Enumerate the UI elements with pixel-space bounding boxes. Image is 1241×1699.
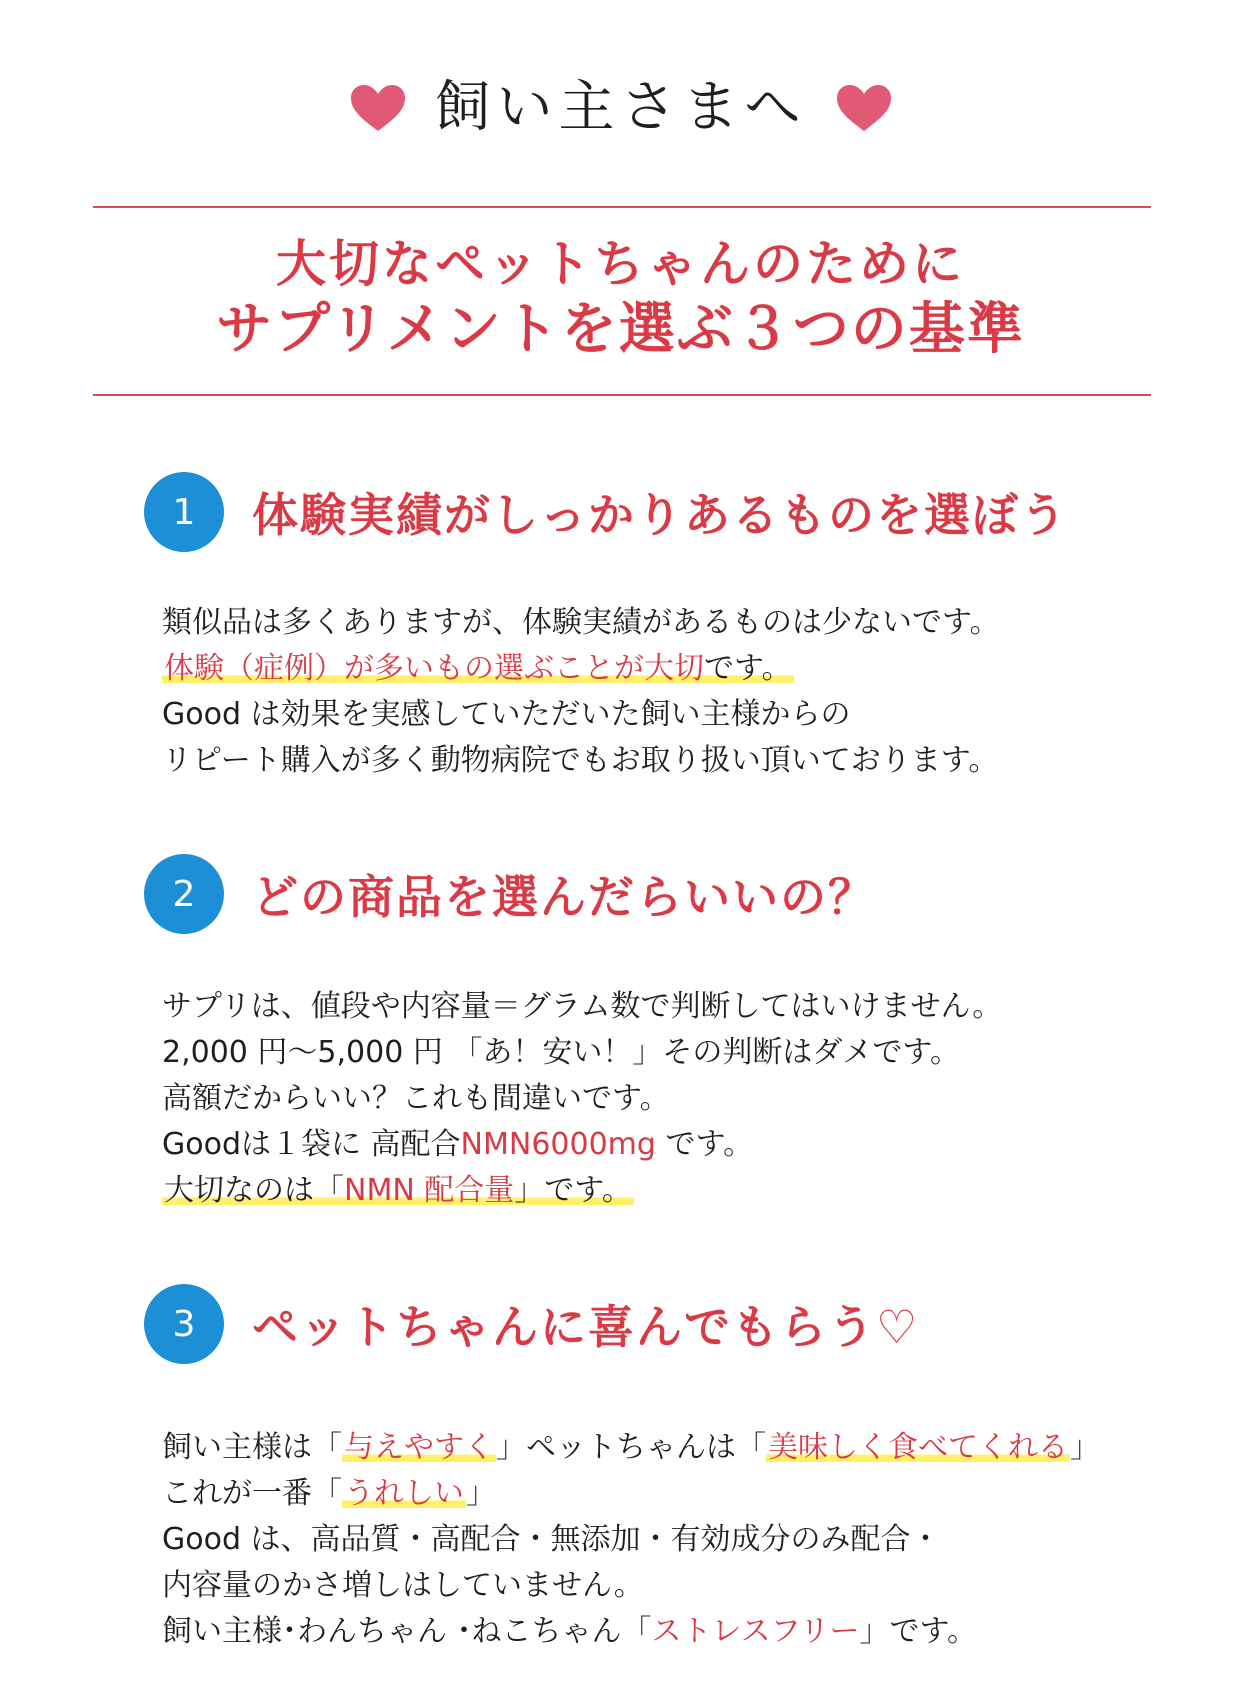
- body-text: です。: [655, 1127, 754, 1162]
- highlighted-text: 体験（症例）が多いもの選ぶことが大切: [164, 651, 704, 686]
- body-line: [162, 1425, 1100, 1471]
- number-badge-2: 2: [144, 854, 224, 934]
- headline: [0, 232, 1241, 364]
- highlighted-text: うれしい: [344, 1476, 464, 1511]
- red-text: ストレスフリー: [651, 1614, 860, 1649]
- point-3-title: ペットちゃんに喜んでもらう♡: [252, 1300, 920, 1354]
- point-1-heading: [144, 470, 1068, 554]
- point-1-title: 体験実績がしっかりあるものを選ぼう: [252, 488, 1068, 542]
- body-line: [162, 1122, 1002, 1168]
- body-text: Goodは１袋に 高配合: [162, 1127, 461, 1162]
- body-line: Good は効果を実感していただいた飼い主様からの: [162, 697, 851, 732]
- body-text: これが一番「: [162, 1476, 342, 1511]
- headline-line-1: 大切なペットちゃんのために: [276, 235, 965, 293]
- page-header: [0, 75, 1241, 140]
- number-badge-3: 3: [144, 1284, 224, 1364]
- body-line: [162, 1168, 1002, 1214]
- point-2-body: [162, 984, 1002, 1214]
- headline-line-2: サプリメントを選ぶ３つの基準: [216, 297, 1025, 362]
- heart-icon-left: [349, 83, 407, 133]
- heart-icon-right: [835, 83, 893, 133]
- body-line: 高額だからいい？これも間違いです。: [162, 1081, 670, 1116]
- body-text: 」です。: [859, 1614, 978, 1649]
- body-line: [162, 1471, 1100, 1517]
- body-text: 飼い主様は「: [162, 1430, 342, 1465]
- body-line: 類似品は多くありますが、体験実績があるものは少ないです。: [162, 605, 1000, 640]
- body-line: [162, 646, 1000, 692]
- body-line: サプリは、値段や内容量＝グラム数で判断してはいけません。: [162, 989, 1003, 1024]
- divider-top: [93, 206, 1151, 208]
- body-line: 2,000 円〜5,000 円 「あ！安い！」その判断はダメです。: [162, 1035, 960, 1070]
- point-3-body: [162, 1425, 1100, 1655]
- body-line: [162, 1609, 1100, 1655]
- point-1-body: [162, 600, 1000, 784]
- body-text: 」ペットちゃんは「: [496, 1430, 766, 1465]
- point-3-heading: [144, 1282, 919, 1366]
- body-line: 内容量のかさ増しはしていません。: [162, 1568, 644, 1603]
- body-line: リピート購入が多く動物病院でもお取り扱い頂いております。: [162, 743, 999, 778]
- number-badge-1: 1: [144, 472, 224, 552]
- red-text: NMN 配合量: [344, 1173, 515, 1208]
- body-text: 飼い主様･わんちゃん ･ねこちゃん「: [162, 1614, 652, 1649]
- point-2-title: どの商品を選んだらいいの？: [252, 870, 876, 924]
- body-text: 」: [1070, 1430, 1100, 1465]
- highlighted-text: 与えやすく: [344, 1430, 494, 1465]
- body-text: 」: [466, 1476, 496, 1511]
- body-text: 大切なのは「: [164, 1173, 344, 1208]
- body-line: Good は、高品質・高配合・無添加・有効成分のみ配合・: [162, 1522, 941, 1557]
- highlighted-text: 美味しく食べてくれる: [768, 1430, 1068, 1465]
- body-text: です。: [704, 651, 792, 686]
- red-text: NMN6000mg: [460, 1127, 656, 1162]
- point-2-heading: [144, 852, 876, 936]
- divider-bottom: [93, 394, 1151, 396]
- page-title: 飼い主さまへ: [434, 75, 807, 140]
- body-text: 」です。: [514, 1173, 632, 1208]
